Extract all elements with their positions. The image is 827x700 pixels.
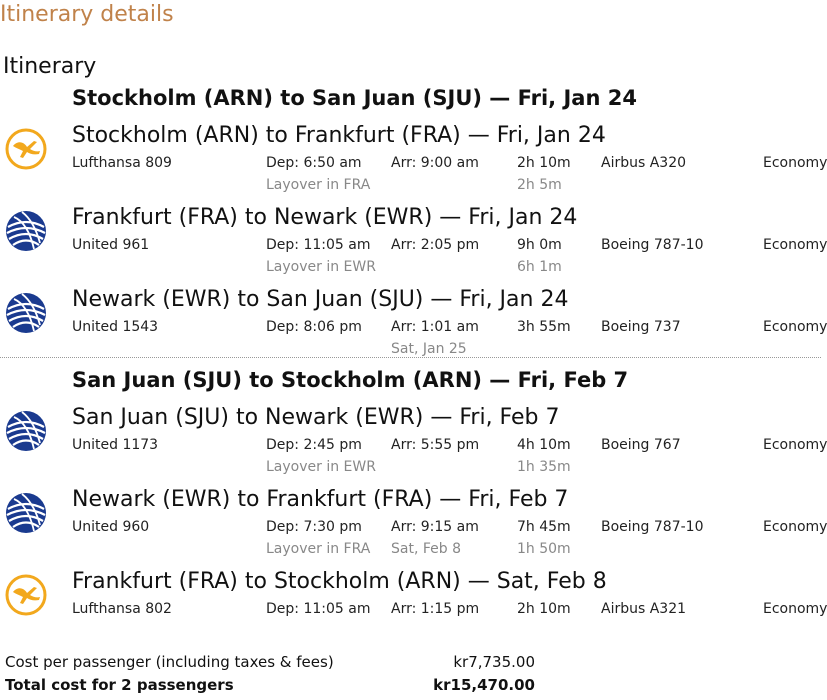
aircraft-type: Boeing 787-10 <box>601 237 704 253</box>
cost-per-passenger-label: Cost per passenger (including taxes & fees) <box>5 653 334 671</box>
arrival-time: Arr: 1:15 pm <box>391 601 480 617</box>
trip-divider <box>0 357 821 358</box>
flight-number: United 1543 <box>72 319 159 335</box>
arrival-time: Arr: 9:15 am <box>391 519 479 535</box>
aircraft-type: Boeing 737 <box>601 319 681 335</box>
flight-number: Lufthansa 802 <box>72 601 172 617</box>
aircraft-type: Airbus A320 <box>601 155 687 171</box>
departure-time: Dep: 2:45 pm <box>266 437 362 453</box>
flight-duration: 7h 45m <box>517 519 571 535</box>
flight-duration: 4h 10m <box>517 437 571 453</box>
layover-duration: 2h 5m <box>517 177 562 193</box>
flight-segment <box>0 405 827 485</box>
flight-segment <box>0 123 827 203</box>
united-globe-icon <box>4 209 48 253</box>
layover-duration: 1h 35m <box>517 459 571 475</box>
cabin-class: Economy <box>763 237 827 253</box>
flight-duration: 2h 10m <box>517 155 571 171</box>
flight-number: Lufthansa 809 <box>72 155 172 171</box>
layover-location: Layover in FRA <box>266 541 371 557</box>
cabin-class: Economy <box>763 319 827 335</box>
departure-time: Dep: 11:05 am <box>266 237 371 253</box>
total-cost-row <box>0 676 821 698</box>
segment-title: Frankfurt (FRA) to Newark (EWR) — Fri, Jan 24 <box>72 205 578 230</box>
flight-segment <box>0 487 827 567</box>
aircraft-type: Airbus A321 <box>601 601 687 617</box>
segment-title: Newark (EWR) to San Juan (SJU) — Fri, Jan 24 <box>72 287 569 312</box>
flight-segment <box>0 569 827 649</box>
layover-location: Layover in FRA <box>266 177 371 193</box>
arrival-time: Arr: 1:01 am <box>391 319 479 335</box>
flight-duration: 2h 10m <box>517 601 571 617</box>
aircraft-type: Boeing 787-10 <box>601 519 704 535</box>
arrival-time: Arr: 5:55 pm <box>391 437 480 453</box>
flight-number: United 960 <box>72 519 150 535</box>
united-globe-icon <box>4 491 48 535</box>
segment-title: Frankfurt (FRA) to Stockholm (ARN) — Sat, Feb 8 <box>72 569 607 594</box>
flight-number: United 1173 <box>72 437 159 453</box>
cost-per-passenger-row <box>0 653 821 675</box>
flight-duration: 9h 0m <box>517 237 562 253</box>
departure-time: Dep: 7:30 pm <box>266 519 362 535</box>
layover-location: Layover in EWR <box>266 459 376 475</box>
lufthansa-crane-icon <box>4 573 48 617</box>
arrival-date-note: Sat, Feb 8 <box>391 541 461 557</box>
arrival-time: Arr: 9:00 am <box>391 155 479 171</box>
layover-duration: 1h 50m <box>517 541 571 557</box>
flight-segment <box>0 287 827 367</box>
lufthansa-crane-icon <box>4 127 48 171</box>
cabin-class: Economy <box>763 437 827 453</box>
trip-title: San Juan (SJU) to Stockholm (ARN) — Fri, Feb 7 <box>72 368 629 392</box>
cost-per-passenger-value: kr7,735.00 <box>453 653 535 671</box>
segment-title: Newark (EWR) to Frankfurt (FRA) — Fri, Feb 7 <box>72 487 569 512</box>
segment-title: Stockholm (ARN) to Frankfurt (FRA) — Fri, Jan 24 <box>72 123 606 148</box>
page-title: Itinerary details <box>0 2 174 27</box>
total-cost-label: Total cost for 2 passengers <box>5 676 234 694</box>
arrival-time: Arr: 2:05 pm <box>391 237 480 253</box>
cabin-class: Economy <box>763 155 827 171</box>
layover-location: Layover in EWR <box>266 259 376 275</box>
departure-time: Dep: 6:50 am <box>266 155 362 171</box>
total-cost-value: kr15,470.00 <box>433 676 535 694</box>
united-globe-icon <box>4 291 48 335</box>
flight-duration: 3h 55m <box>517 319 571 335</box>
flight-segment <box>0 205 827 285</box>
trip-title: Stockholm (ARN) to San Juan (SJU) — Fri, Jan 24 <box>72 86 637 110</box>
arrival-date-note: Sat, Jan 25 <box>391 341 467 357</box>
aircraft-type: Boeing 767 <box>601 437 681 453</box>
layover-duration: 6h 1m <box>517 259 562 275</box>
segment-title: San Juan (SJU) to Newark (EWR) — Fri, Feb 7 <box>72 405 560 430</box>
united-globe-icon <box>4 409 48 453</box>
flight-number: United 961 <box>72 237 150 253</box>
cabin-class: Economy <box>763 519 827 535</box>
departure-time: Dep: 8:06 pm <box>266 319 362 335</box>
departure-time: Dep: 11:05 am <box>266 601 371 617</box>
section-title: Itinerary <box>3 54 97 79</box>
cabin-class: Economy <box>763 601 827 617</box>
